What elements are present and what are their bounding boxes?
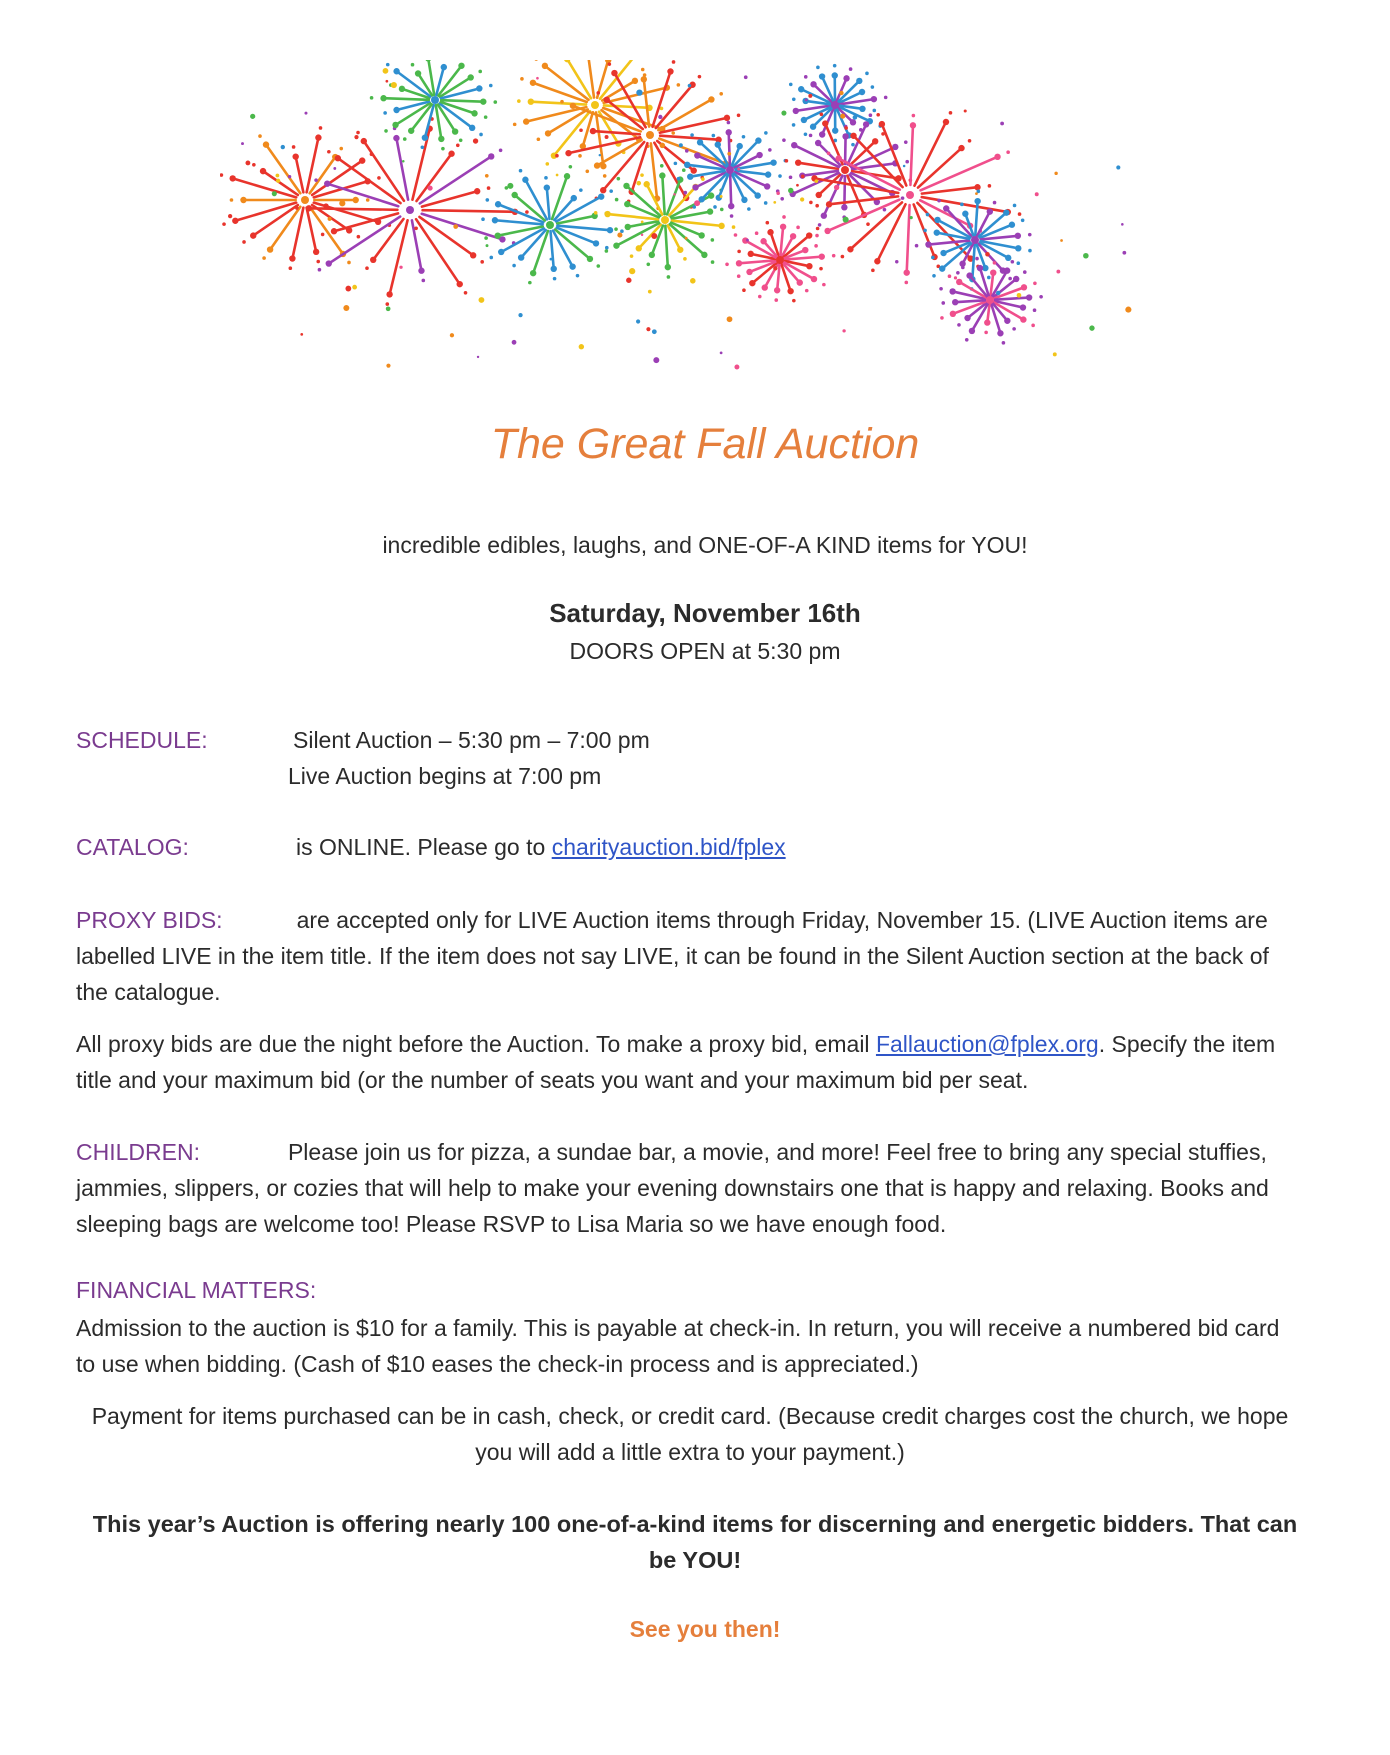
confetti-dot bbox=[1035, 192, 1039, 196]
firework-burst bbox=[782, 64, 887, 147]
confetti-dot bbox=[641, 221, 644, 224]
proxy-bids-label: PROXY BIDS: bbox=[76, 907, 223, 933]
confetti-dot bbox=[646, 327, 650, 331]
confetti-dot bbox=[1121, 223, 1124, 226]
signoff: See you then! bbox=[629, 1616, 781, 1642]
confetti-dot bbox=[386, 364, 390, 368]
confetti-dot bbox=[512, 340, 517, 345]
schedule-live: Live Auction begins at 7:00 pm bbox=[288, 763, 602, 789]
confetti-dot bbox=[985, 252, 990, 257]
confetti-dot bbox=[599, 154, 601, 156]
confetti-dot bbox=[1083, 253, 1089, 259]
proxy-due-text-end: . Specify the item title and your maximum bid (or the number of seats you want and your maximum bid per seat. bbox=[76, 1031, 1276, 1093]
children-label: CHILDREN: bbox=[76, 1139, 200, 1165]
confetti-dot bbox=[626, 278, 631, 283]
confetti-dot bbox=[399, 266, 402, 269]
firework-burst bbox=[220, 126, 391, 270]
confetti-dot bbox=[288, 175, 291, 178]
confetti-dot bbox=[272, 191, 277, 196]
proxy-email-link[interactable]: Fallauction@fplex.org bbox=[875, 1031, 1099, 1057]
confetti-dot bbox=[276, 174, 280, 178]
proxy-due-text: All proxy bids are due the night before the Auction. To make a proxy bid, email bbox=[76, 1031, 876, 1057]
confetti-dot bbox=[673, 193, 675, 195]
confetti-dot bbox=[840, 114, 845, 119]
confetti-dot bbox=[685, 237, 688, 240]
firework-burst bbox=[594, 164, 735, 279]
confetti-dot bbox=[734, 365, 739, 370]
confetti-dot bbox=[895, 260, 898, 263]
payment-text: Payment for items purchased can be in cash, check, or credit card. (Because credit charges cost the church, we hope you will add a little extra to your payment.) bbox=[91, 1403, 1289, 1465]
confetti-dot bbox=[304, 112, 307, 115]
confetti-dot bbox=[383, 68, 389, 74]
confetti-dot bbox=[339, 200, 345, 206]
children-text: Please join us for pizza, a sundae bar, a movie, and more! Feel free to bring any special stuffies, jammies, slippers, or cozies that will help to make your evening downstairs one that is happy and relaxing. Books and sleeping bags are welcome too! Please RSVP to Lisa Maria so we have enough food. bbox=[76, 1139, 1269, 1237]
catalog-intro: is ONLINE. Please go to bbox=[296, 834, 552, 860]
confetti-dot bbox=[354, 135, 358, 139]
confetti-dot bbox=[744, 75, 748, 79]
confetti-dot bbox=[727, 316, 733, 322]
confetti-dot bbox=[842, 329, 845, 332]
proxy-due-paragraph bbox=[76, 1026, 1301, 1098]
confetti-dot bbox=[402, 160, 405, 163]
confetti-dot bbox=[228, 214, 232, 218]
page-title: The Great Fall Auction bbox=[490, 420, 920, 468]
confetti-dot bbox=[853, 115, 858, 120]
confetti-dot bbox=[773, 266, 777, 270]
confetti-dot bbox=[328, 217, 332, 221]
confetti-dot bbox=[245, 161, 250, 166]
schedule-label: SCHEDULE: bbox=[76, 727, 208, 753]
confetti-dot bbox=[428, 185, 433, 190]
confetti-dot bbox=[658, 115, 662, 119]
confetti-dot bbox=[345, 286, 351, 292]
confetti-dot bbox=[975, 192, 978, 195]
children-paragraph bbox=[76, 1134, 1301, 1242]
confetti-dot bbox=[839, 91, 843, 95]
confetti-dot bbox=[641, 234, 643, 236]
confetti-dot bbox=[414, 226, 418, 230]
closing-statement: This year’s Auction is offering nearly 100 one-of-a-kind items for discerning and energetic bidders. That can be YOU! bbox=[92, 1511, 1298, 1573]
proxy-bids-paragraph bbox=[76, 902, 1301, 1010]
event-date: Saturday, November 16th bbox=[549, 598, 861, 628]
confetti-dot bbox=[352, 285, 357, 290]
catalog-link[interactable]: charityauction.bid/fplex bbox=[551, 834, 786, 860]
confetti-dot bbox=[479, 297, 485, 303]
confetti-dot bbox=[909, 216, 912, 219]
confetti-dot bbox=[550, 258, 553, 261]
confetti-dot bbox=[720, 352, 723, 355]
confetti-dot bbox=[477, 356, 479, 358]
confetti-dot bbox=[281, 145, 285, 149]
confetti-dot bbox=[690, 278, 696, 284]
confetti-dot bbox=[954, 276, 957, 279]
confetti-dot bbox=[788, 188, 793, 193]
confetti-dot bbox=[250, 114, 255, 119]
confetti-dot bbox=[1060, 239, 1063, 242]
confetti-dot bbox=[629, 268, 635, 274]
confetti-dot bbox=[1116, 165, 1120, 169]
confetti-dot bbox=[536, 77, 539, 80]
confetti-dot bbox=[776, 191, 780, 195]
confetti-dot bbox=[964, 109, 967, 112]
confetti-dot bbox=[746, 239, 749, 242]
confetti-dot bbox=[694, 200, 700, 206]
confetti-dot bbox=[579, 344, 584, 349]
confetti-dot bbox=[386, 306, 391, 311]
confetti-dot bbox=[815, 179, 819, 183]
confetti-dot bbox=[241, 142, 244, 145]
confetti-dot bbox=[473, 138, 478, 143]
confetti-dot bbox=[651, 233, 657, 239]
confetti-dot bbox=[800, 197, 804, 201]
confetti-dot bbox=[652, 329, 657, 334]
confetti-dot bbox=[1053, 352, 1057, 356]
firework-burst bbox=[481, 165, 624, 284]
confetti-dot bbox=[485, 174, 489, 178]
confetti-dot bbox=[450, 333, 454, 337]
confetti-dot bbox=[737, 168, 740, 171]
schedule-silent: Silent Auction – 5:30 pm – 7:00 pm bbox=[293, 727, 650, 753]
confetti-dot bbox=[843, 217, 849, 223]
confetti-dot bbox=[605, 135, 609, 139]
confetti-dot bbox=[391, 82, 397, 88]
doors-open-time: DOORS OPEN at 5:30 pm bbox=[569, 638, 841, 664]
proxy-bids-text: are accepted only for LIVE Auction items through Friday, November 15. (LIVE Auction items are labelled LIVE in the item title. If the item does not say LIVE, it can be found in the Silent Auction section at the back of the catalogue. bbox=[76, 907, 1269, 1005]
firework-burst bbox=[370, 60, 497, 150]
confetti-dot bbox=[636, 181, 641, 186]
confetti-dot bbox=[1089, 325, 1094, 330]
financial-text: Admission to the auction is $10 for a family. This is payable at check-in. In return, you will receive a numbered bid card to use when bidding. (Cash of $10 eases the check-in process and is appreciated.) bbox=[76, 1315, 1280, 1377]
confetti-dot bbox=[679, 143, 683, 147]
catalog-text bbox=[296, 834, 786, 861]
firework-burst bbox=[295, 117, 529, 306]
confetti-dot bbox=[323, 203, 328, 208]
confetti-dot bbox=[773, 201, 776, 204]
confetti-dot bbox=[660, 143, 666, 149]
confetti-dot bbox=[507, 183, 513, 189]
confetti-dot bbox=[996, 291, 1001, 296]
tagline: incredible edibles, laughs, and ONE-OF-A KIND items for YOU! bbox=[382, 532, 1028, 558]
confetti-dot bbox=[727, 152, 731, 156]
confetti-dot bbox=[300, 333, 303, 336]
confetti-dot bbox=[453, 224, 458, 229]
confetti-dot bbox=[834, 185, 839, 190]
firework-burst bbox=[939, 257, 1043, 345]
confetti-dot bbox=[903, 165, 906, 168]
confetti-dot bbox=[1017, 293, 1022, 298]
confetti-dot bbox=[518, 313, 522, 317]
confetti-dot bbox=[486, 244, 489, 247]
firework-burst bbox=[801, 111, 1021, 284]
confetti-dot bbox=[808, 94, 812, 98]
confetti-dot bbox=[688, 84, 692, 88]
confetti-dot bbox=[781, 110, 786, 115]
confetti-dot bbox=[720, 195, 723, 198]
confetti-dot bbox=[1122, 251, 1126, 255]
confetti-dot bbox=[343, 305, 349, 311]
confetti-dot bbox=[333, 167, 336, 170]
financial-label: FINANCIAL MATTERS: bbox=[76, 1277, 317, 1303]
confetti-dot bbox=[617, 233, 622, 238]
confetti-dot bbox=[636, 89, 642, 95]
confetti-dot bbox=[1125, 307, 1131, 313]
confetti-dot bbox=[276, 179, 280, 183]
firework-burst bbox=[725, 215, 835, 302]
confetti-dot bbox=[386, 80, 389, 83]
confetti-dot bbox=[556, 174, 559, 177]
confetti-dot bbox=[636, 319, 640, 323]
confetti-dot bbox=[1056, 270, 1060, 274]
confetti-dot bbox=[648, 290, 652, 294]
confetti-dot bbox=[796, 184, 799, 187]
confetti-dot bbox=[805, 98, 808, 101]
catalog-label: CATALOG: bbox=[76, 834, 189, 860]
confetti-dot bbox=[1054, 172, 1057, 175]
fireworks-illustration bbox=[220, 60, 1180, 380]
confetti-dot bbox=[1000, 122, 1004, 126]
confetti-dot bbox=[653, 357, 659, 363]
